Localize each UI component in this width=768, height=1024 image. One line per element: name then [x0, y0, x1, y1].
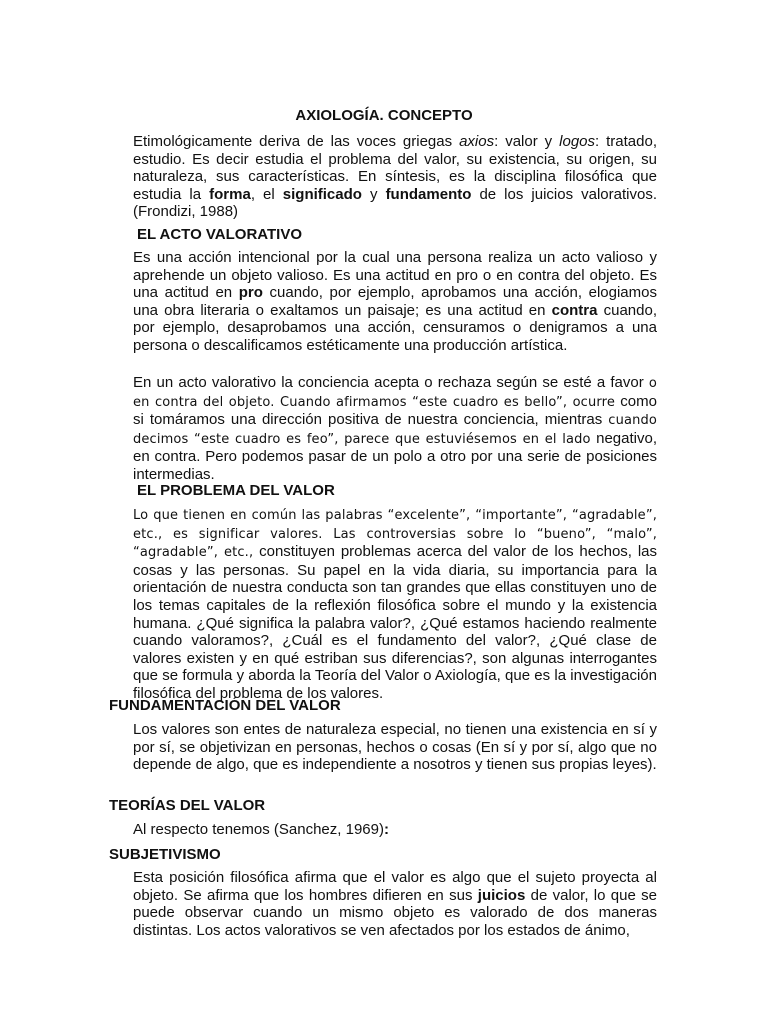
text-run: Etimológicamente deriva de las voces griegas: [133, 133, 460, 150]
text-run: o en contra del objeto. Cuando afirmamos “este cuadro es bello”, ocurre: [133, 376, 657, 410]
heading-subjetivismo: SUBJETIVISMO: [109, 846, 221, 863]
text-run: Esta posición filosófica afirma que el valor es algo que el sujeto proyecta al objeto. Se afirma que los hombres difieren en sus: [133, 869, 657, 904]
text-run: y: [361, 185, 386, 203]
bold-term: juicios: [477, 886, 526, 904]
paragraph-conciencia: [133, 374, 657, 484]
heading-problema-valor: EL PROBLEMA DEL VALOR: [137, 482, 335, 499]
text-run: , el: [250, 185, 283, 203]
text-run: cuando decimos “este cuadro es feo”, parece que estuviésemos en el lado: [133, 413, 657, 447]
text-run: En un acto valorativo la conciencia acepta o rechaza según se esté a favor: [133, 374, 649, 391]
text-run: : valor y: [494, 133, 560, 150]
paragraph-concept: [133, 133, 657, 221]
paragraph-problema: [133, 506, 657, 703]
paragraph-teorias: [133, 821, 657, 839]
italic-term: axios: [459, 133, 495, 150]
heading-teorias: TEORÍAS DEL VALOR: [109, 797, 266, 814]
bold-term: forma: [209, 185, 251, 203]
bold-term: fundamento: [385, 185, 472, 203]
text-run: : tratado, estudio. Es decir estudia el problema del valor, su existencia, su origen, su naturaleza, sus características. En síntesis, es la disciplina filosófica que estudia la: [133, 133, 658, 203]
text-run: de valor, lo que se puede observar cuando un mismo objeto es valorado de dos maneras distintas. Los actos valorativos se ven afectados por los estados de ánimo,: [133, 886, 658, 939]
text-run: Lo que tienen en común las palabras “excelente”, “importante”, “agradable”, etc., es significar valores. Las controversias sobre lo “bueno”, “malo”, “agradable”, etc.,: [133, 508, 657, 561]
document-title: AXIOLOGÍA. CONCEPTO: [295, 107, 473, 124]
text-run: Al respecto tenemos (Sanchez, 1969): [133, 821, 384, 838]
text-run: de los juicios valorativos. (Frondizi, 1988): [133, 185, 657, 221]
text-run: constituyen problemas acerca del valor de los hechos, las cosas y las personas. Su papel en la vida diaria, su importancia para la orientación de nuestra conducta son tan grandes que ellas constituyen uno de los temas capitales de la reflexión filosófica sobre el mundo y la existencia humana. ¿Qué significa la palabra valor?, ¿Qué estamos haciendo realmente cuando valoramos?, ¿Cuál es el fundamento del valor?, ¿Qué clase de valores existen y en qué estriban sus diferencias?, son algunas interrogantes que se formula y aborda la Teoría del Valor o Axiología, que es la investigación filosófica del problema de los valores.: [133, 543, 657, 702]
paragraph-fundamentacion: Los valores son entes de naturaleza especial, no tienen una existencia en sí y por sí, se objetivizan en personas, hechos o cosas (En sí y por sí, algo que no depende de algo, que es independiente a nosotros y tienen sus propias leyes).: [133, 721, 657, 774]
heading-acto-valorativo: EL ACTO VALORATIVO: [137, 226, 303, 243]
bold-term: :: [383, 821, 389, 838]
text-run: como si tomáramos una dirección positiva de nuestra conciencia, mientras: [133, 392, 657, 429]
bold-term: significado: [282, 185, 362, 203]
text-run: negativo, en contra. Pero podemos pasar de un polo a otro por una serie de posiciones intermedias.: [133, 429, 657, 483]
italic-term: logos: [559, 133, 596, 150]
text-run: cuando, por ejemplo, desaprobamos una acción, censuramos o denigramos a una persona o descalificamos estéticamente una producción artística.: [133, 301, 658, 354]
heading-fundamentacion: FUNDAMENTACIÓN DEL VALOR: [109, 697, 341, 714]
paragraph-subjetivismo: [133, 869, 657, 939]
text-run: cuando, por ejemplo, aprobamos una acción, elogiamos una obra literaria o exaltamos un paisaje; es una actitud en: [133, 284, 657, 319]
paragraph-acto: [133, 249, 657, 355]
bold-term: contra: [551, 301, 598, 319]
bold-term: pro: [238, 284, 263, 302]
text-run: Es una acción intencional por la cual una persona realiza un acto valioso y aprehende un objeto valioso. Es una actitud en pro o en contra del objeto. Es una actitud en: [133, 249, 657, 302]
